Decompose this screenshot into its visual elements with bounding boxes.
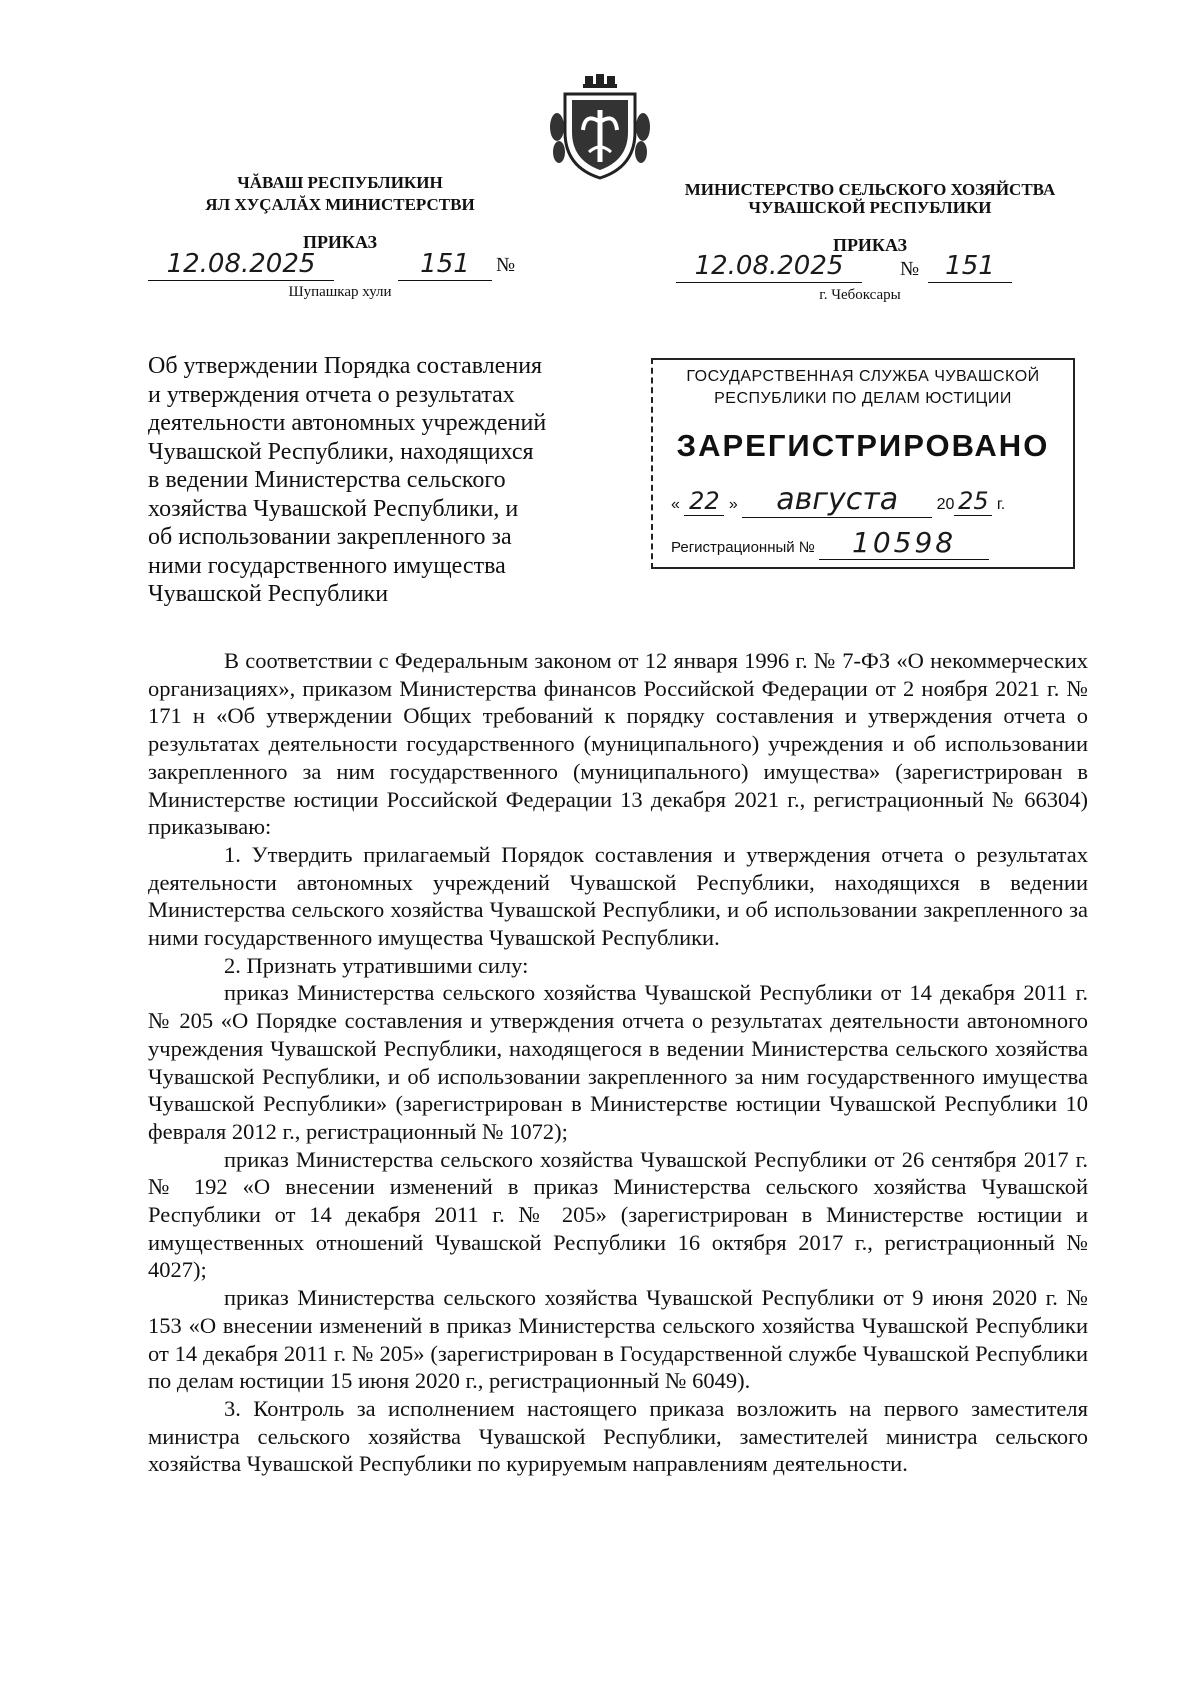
body-paragraph: 1. Утвердить прилагаемый Порядок составления и утверждения отчета о результатах деятельности автономных учреждений Чувашской Республики, находящихся в ведении Министерства сельского хозяйства Чувашской Республики, и об использовании закрепленного за ними государственного имущества Чувашской Республики. — [148, 841, 1088, 951]
stamp-year-prefix: 20 — [936, 496, 955, 513]
left-header-line2: ЯЛ ХУÇАЛĂХ МИНИСТЕРСТВИ — [205, 195, 475, 214]
title-line: ними государственного имущества — [148, 552, 506, 579]
title-line: деятельности автономных учреждений — [148, 410, 547, 436]
left-number-sign: № — [496, 254, 516, 276]
right-header-line2: ЧУВАШСКОЙ РЕСПУБЛИКИ — [748, 198, 992, 217]
title-line: об использовании закрепленного за — [148, 524, 512, 550]
right-order-number: 151 — [928, 250, 1012, 283]
coat-of-arms-emblem — [545, 72, 655, 182]
title-line: в ведении Министерства сельского — [148, 467, 506, 493]
stamp-year-unit: г. — [996, 496, 1006, 513]
stamp-status: ЗАРЕГИСТРИРОВАНО — [676, 428, 1050, 463]
body-paragraph: приказ Министерства сельского хозяйства Чувашской Республики от 14 декабря 2011 г. № 205 «О Порядке составления и утверждения отчета о результатах деятельности автономного учреждения Чувашской Республики, находящегося в ведении Министерства сельского хозяйства Чувашской Республики, и об использовании закрепленного за ним государственного имущества Чувашской Республики» (зарегистрирован в Министерстве юстиции Чувашской Республики 10 февраля 2012 г., регистрационный № 1072); — [148, 980, 1088, 1144]
stamp-authority-line1: ГОСУДАРСТВЕННАЯ СЛУЖБА ЧУВАШСКОЙ — [686, 368, 1040, 385]
stamp-reg-number: 10598 — [819, 526, 989, 560]
body-paragraph: приказ Министерства сельского хозяйства Чувашской Республики от 26 сентября 2017 г. № 192 «О внесении изменений в приказ Министерства сельского хозяйства Чувашской Республики от 14 декабря 2011 г. № 205» (зарегистрирован в Министерстве юстиции и имущественных отношений Чувашской Республики 16 октября 2017 г., регистрационный № 4027); — [148, 1146, 1088, 1283]
left-place: Шупашкар хули — [288, 284, 392, 300]
title-line: и утверждения отчета о результатах — [148, 381, 515, 408]
stamp-year-suffix: 25 — [954, 487, 992, 516]
stamp-month: августа — [742, 482, 932, 518]
stamp-date-row: « 22 » августа 20 25 г. — [671, 482, 1006, 517]
stamp-day: 22 — [684, 487, 724, 516]
stamp-authority-line2: РЕСПУБЛИКИ ПО ДЕЛАМ ЮСТИЦИИ — [714, 390, 1012, 407]
emblem-icon — [545, 72, 655, 182]
right-place: г. Чебоксары — [819, 287, 901, 303]
left-order-label: ПРИКАЗ — [302, 232, 378, 252]
registration-stamp — [651, 358, 1075, 569]
left-order-number: 151 — [398, 248, 492, 281]
title-line: хозяйства Чувашской Республики, и — [148, 495, 519, 522]
right-header-line1: МИНИСТЕРСТВО СЕЛЬСКОГО ХОЗЯЙСТВА — [684, 180, 1056, 199]
left-order-date: 12.08.2025 — [148, 248, 334, 281]
right-order-date: 12.08.2025 — [676, 250, 862, 283]
body-paragraph: приказ Министерства сельского хозяйства Чувашской Республики от 9 июня 2020 г. № 153 «О внесении изменений в приказ Министерства сельского хозяйства Чувашской Республики от 14 декабря 2011 г. № 205» (зарегистрирован в Государственной службе Чувашской Республики по делам юстиции 15 июня 2020 г., регистрационный № 6049). — [148, 1285, 1088, 1394]
body-paragraph: В соответствии с Федеральным законом от 12 января 1996 г. № 7-ФЗ «О некоммерческих организациях», приказом Министерства финансов Российской Федерации от 2 ноября 2021 г. № 171 н «Об утверждении Общих требований к порядку составления и утверждения отчета о результатах деятельности государственного (муниципального) учреждения и об использовании закрепленного за ним государственного (муниципального) имущества» (зарегистрирован в Министерстве юстиции Российской Федерации 13 декабря 2021 г., регистрационный № 66304) приказываю: — [148, 648, 1088, 840]
document-title — [148, 352, 568, 609]
stamp-reg-row — [671, 526, 989, 560]
right-order-label: ПРИКАЗ — [832, 235, 908, 255]
title-line: Чувашской Республики — [148, 581, 389, 607]
title-line: Об утверждении Порядка составления — [148, 353, 543, 379]
stamp-reg-label: Регистрационный № — [671, 539, 815, 556]
title-line: Чувашской Республики, находящихся — [148, 438, 534, 465]
body-paragraph: 3. Контроль за исполнением настоящего приказа возложить на первого заместителя министра сельского хозяйства Чувашской Республики, заместителей министра сельского хозяйства Чувашской Республики по курируемым направлениям деятельности. — [148, 1395, 1088, 1477]
right-number-sign: № — [900, 258, 920, 280]
left-header-line1: ЧĂВАШ РЕСПУБЛИКИН — [237, 173, 443, 192]
body-paragraph: 2. Признать утратившими силу: — [224, 952, 529, 978]
document-body — [148, 647, 1088, 1478]
